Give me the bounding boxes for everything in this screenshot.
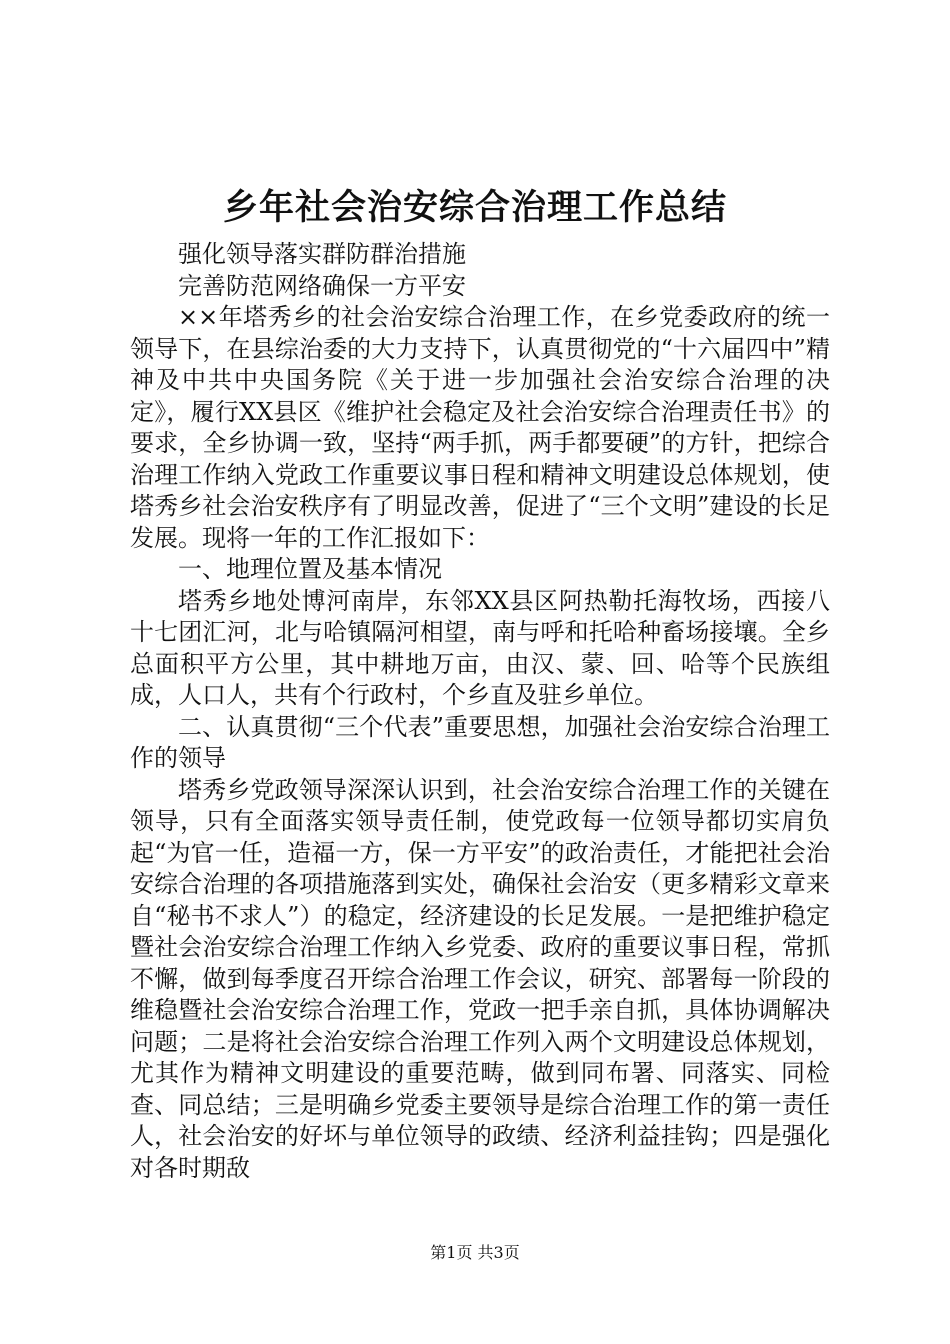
paragraph-location: 塔秀乡地处博河南岸，东邻XX县区阿热勒托海牧场，西接八十七团汇河，北与哈镇隔河相望，南与呼和托哈种畜场接壤。全乡总面积平方公里，其中耕地万亩，由汉、蒙、回、哈等个民族组成，人口人，共有个行政村，个乡直及驻乡单位。: [130, 586, 830, 709]
document-body: [130, 239, 830, 1184]
paragraph-subtitle-1: 强化领导落实群防群治措施: [178, 240, 466, 268]
section-heading-2: 二、认真贯彻“三个代表”重要思想，加强社会治安综合治理工作的领导: [130, 712, 830, 772]
section-heading-1: 一、地理位置及基本情况: [178, 555, 442, 583]
paragraph-subtitle-2: 完善防范网络确保一方平安: [178, 271, 466, 300]
document-title: 乡年社会治安综合治理工作总结: [222, 187, 727, 228]
page-footer: 第1页 共3页: [430, 1243, 520, 1262]
paragraph-leadership: 塔秀乡党政领导深深认识到，社会治安综合治理工作的关键在领导，只有全面落实领导责任制，使党政每一位领导都切实肩负起“为官一任，造福一方，保一方平安”的政治责任，才能把社会治安综合治理的各项措施落到实处，确保社会治安（更多精彩文章来自“秘书不求人”）的稳定，经济建设的长足发展。一是把维护稳定暨社会治安综合治理工作纳入乡党委、政府的重要议事日程，常抓不懈，做到每季度召开综合治理工作会议，研究、部署每一阶段的维稳暨社会治安综合治理工作，党政一把手亲自抓，具体协调解决问题；二是将社会治安综合治理工作列入两个文明建设总体规划，尤其作为精神文明建设的重要范畴，做到同布署、同落实、同检查、同总结；三是明确乡党委主要领导是综合治理工作的第一责任人，社会治安的好坏与单位领导的政绩、经济利益挂钩；四是强化对各时期敌: [130, 775, 830, 1182]
paragraph-intro: ××年塔秀乡的社会治安综合治理工作，在乡党委政府的统一领导下，在县综治委的大力支持下，认真贯彻党的“十六届四中”精神及中共中央国务院《关于进一步加强社会治安综合治理的决定》，履行XX县区《维护社会稳定及社会治安综合治理责任书》的要求，全乡协调一致，坚持“两手抓，两手都要硬”的方针，把综合治理工作纳入党政工作重要议事日程和精神文明建设总体规划，使塔秀乡社会治安秩序有了明显改善，促进了“三个文明”建设的长足发展。现将一年的工作汇报如下：: [130, 303, 830, 552]
